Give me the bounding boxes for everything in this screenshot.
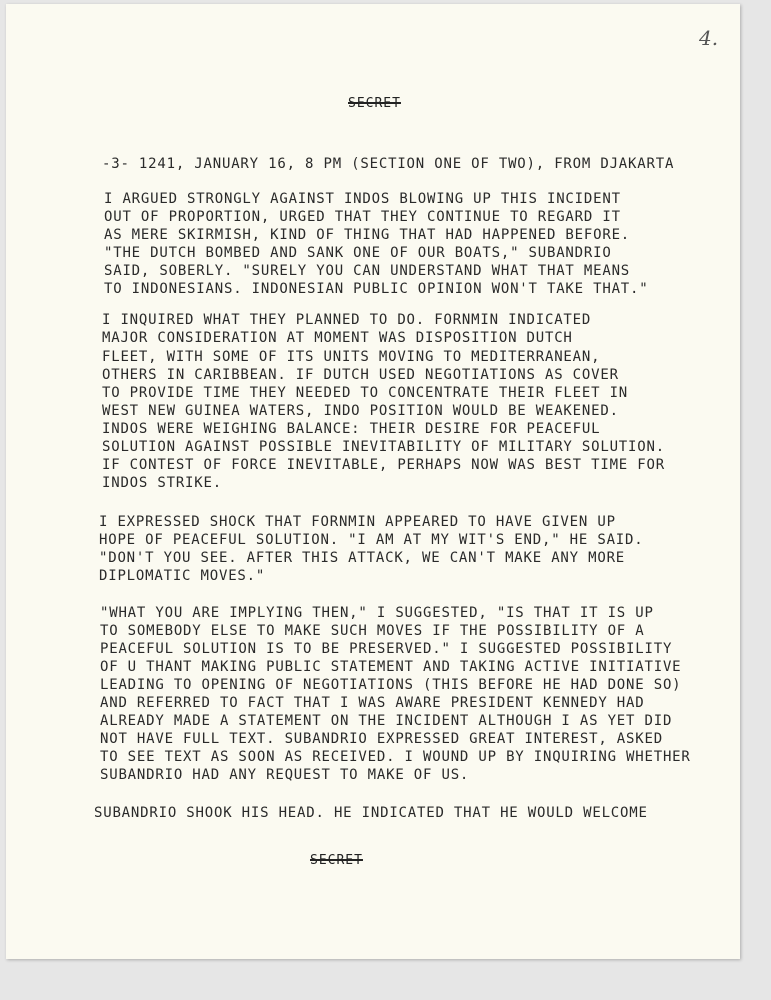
text-line: I ARGUED STRONGLY AGAINST INDOS BLOWING UP THIS INCIDENT bbox=[104, 191, 621, 207]
text-line: NOT HAVE FULL TEXT. SUBANDRIO EXPRESSED GREAT INTEREST, ASKED bbox=[100, 731, 663, 747]
text-line: "THE DUTCH BOMBED AND SANK ONE OF OUR BOATS," SUBANDRIO bbox=[104, 245, 612, 261]
page-number: 4. bbox=[699, 26, 719, 50]
text-line: "WHAT YOU ARE IMPLYING THEN," I SUGGESTED, "IS THAT IT IS UP bbox=[100, 605, 654, 621]
text-line: TO SOMEBODY ELSE TO MAKE SUCH MOVES IF THE POSSIBILITY OF A bbox=[100, 623, 645, 639]
text-line: I INQUIRED WHAT THEY PLANNED TO DO. FORNMIN INDICATED bbox=[102, 312, 592, 328]
classification-stamp-bottom: SECRET bbox=[310, 853, 363, 868]
text-line: TO SEE TEXT AS SOON AS RECEIVED. I WOUND UP BY INQUIRING WHETHER bbox=[100, 749, 691, 765]
text-line: I EXPRESSED SHOCK THAT FORNMIN APPEARED TO HAVE GIVEN UP bbox=[99, 514, 616, 530]
text-line: INDOS WERE WEIGHING BALANCE: THEIR DESIRE FOR PEACEFUL bbox=[102, 421, 601, 437]
text-line: PEACEFUL SOLUTION IS TO BE PRESERVED." I SUGGESTED POSSIBILITY bbox=[100, 641, 673, 657]
text-line: DIPLOMATIC MOVES." bbox=[99, 568, 266, 584]
text-line: HOPE OF PEACEFUL SOLUTION. "I AM AT MY WIT'S END," HE SAID. bbox=[99, 532, 644, 548]
text-line: TO INDONESIANS. INDONESIAN PUBLIC OPINION WON'T TAKE THAT." bbox=[104, 281, 649, 297]
text-line: SAID, SOBERLY. "SURELY YOU CAN UNDERSTAND WHAT THAT MEANS bbox=[104, 263, 631, 279]
document-page bbox=[6, 4, 740, 959]
text-line: MAJOR CONSIDERATION AT MOMENT WAS DISPOSITION DUTCH bbox=[102, 330, 573, 346]
text-line: IF CONTEST OF FORCE INEVITABLE, PERHAPS NOW WAS BEST TIME FOR bbox=[102, 457, 665, 473]
text-line: OTHERS IN CARIBBEAN. IF DUTCH USED NEGOTIATIONS AS COVER bbox=[102, 367, 619, 383]
text-line: SOLUTION AGAINST POSSIBLE INEVITABILITY OF MILITARY SOLUTION. bbox=[102, 439, 665, 455]
text-line: SUBANDRIO SHOOK HIS HEAD. HE INDICATED THAT HE WOULD WELCOME bbox=[94, 805, 648, 821]
text-line: LEADING TO OPENING OF NEGOTIATIONS (THIS BEFORE HE HAD DONE SO) bbox=[100, 677, 682, 693]
text-line: FLEET, WITH SOME OF ITS UNITS MOVING TO MEDITERRANEAN, bbox=[102, 349, 601, 365]
text-line: INDOS STRIKE. bbox=[102, 475, 222, 491]
text-line: AS MERE SKIRMISH, KIND OF THING THAT HAD HAPPENED BEFORE. bbox=[104, 227, 631, 243]
classification-stamp-top: SECRET bbox=[348, 96, 401, 111]
text-line: WEST NEW GUINEA WATERS, INDO POSITION WOULD BE WEAKENED. bbox=[102, 403, 619, 419]
text-line: SUBANDRIO HAD ANY REQUEST TO MAKE OF US. bbox=[100, 767, 470, 783]
text-line: TO PROVIDE TIME THEY NEEDED TO CONCENTRATE THEIR FLEET IN bbox=[102, 385, 629, 401]
text-line: AND REFERRED TO FACT THAT I WAS AWARE PRESIDENT KENNEDY HAD bbox=[100, 695, 645, 711]
text-line: OUT OF PROPORTION, URGED THAT THEY CONTINUE TO REGARD IT bbox=[104, 209, 621, 225]
text-line: ALREADY MADE A STATEMENT ON THE INCIDENT ALTHOUGH I AS YET DID bbox=[100, 713, 673, 729]
text-line: OF U THANT MAKING PUBLIC STATEMENT AND TAKING ACTIVE INITIATIVE bbox=[100, 659, 682, 675]
message-header: -3- 1241, JANUARY 16, 8 PM (SECTION ONE OF TWO), FROM DJAKARTA bbox=[102, 156, 675, 172]
text-line: "DON'T YOU SEE. AFTER THIS ATTACK, WE CAN'T MAKE ANY MORE bbox=[99, 550, 626, 566]
